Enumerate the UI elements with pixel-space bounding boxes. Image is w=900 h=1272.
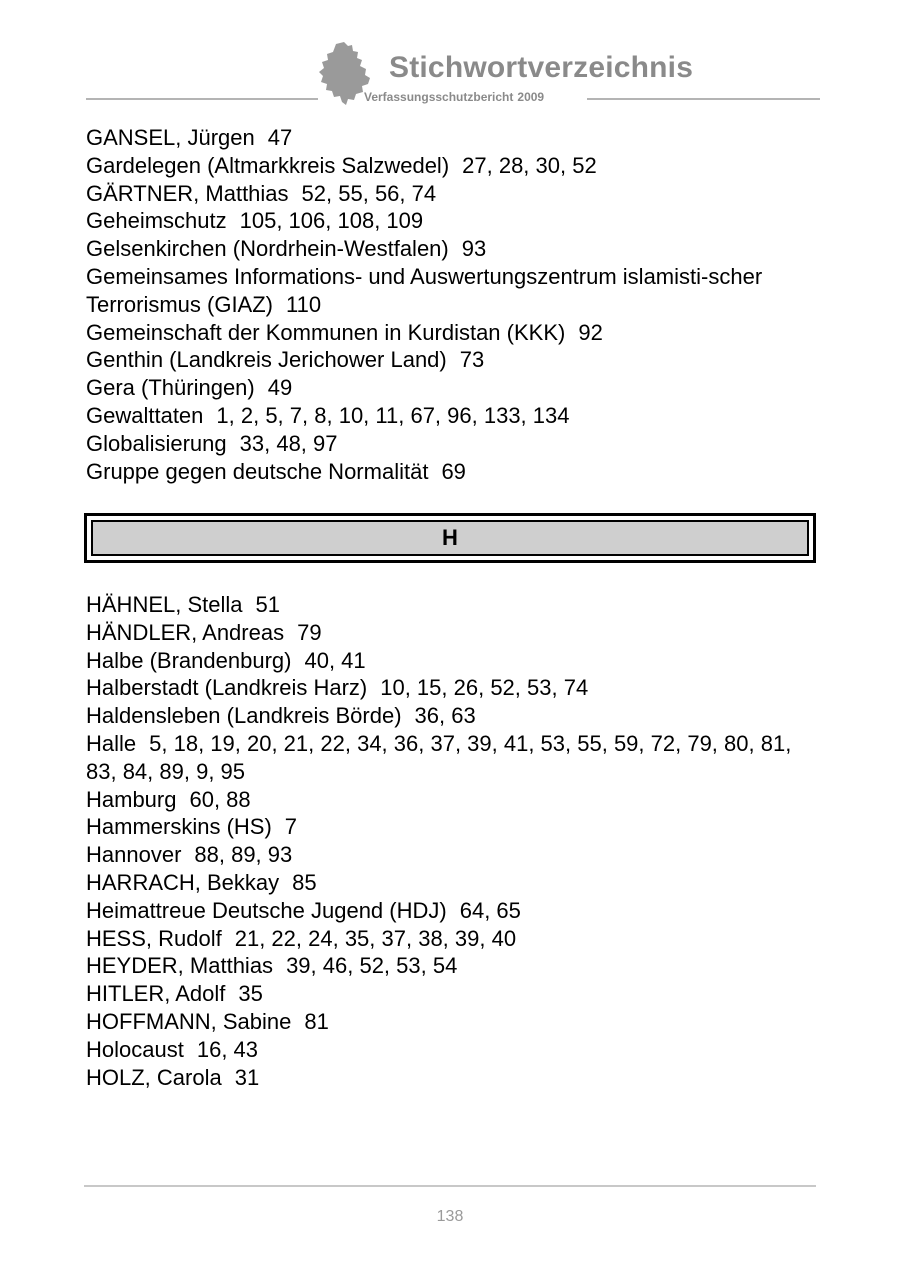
footer-rule — [84, 1185, 816, 1187]
index-entry — [86, 346, 816, 374]
entry-term: GANSEL, Jürgen — [86, 125, 255, 150]
entry-pages: 7 — [284, 814, 298, 840]
index-entry — [86, 430, 816, 458]
entry-term: Holocaust — [86, 1036, 184, 1062]
page-number: 138 — [436, 1208, 464, 1225]
entry-term: Globalisierung — [86, 430, 227, 456]
entry-pages: 79 — [297, 619, 322, 645]
index-entry — [86, 374, 816, 402]
index-entry — [86, 1036, 816, 1064]
index-entry — [86, 207, 816, 235]
index-entry — [86, 897, 816, 925]
entry-term: Geheimschutz — [86, 208, 227, 234]
index-entry — [86, 730, 816, 786]
entry-term: HITLER, Adolf — [86, 981, 226, 1007]
section-heading-h — [84, 513, 816, 563]
entry-term: Hammerskins (HS) — [86, 814, 272, 840]
entry-term: Gardelegen (Altmarkkreis Salzwedel) — [86, 152, 450, 178]
entry-term: Halberstadt (Landkreis Harz) — [86, 675, 368, 701]
entry-pages: 5, 18, 19, 20, 21, 22, 34, 36, 37, 39, 41, 53, 55, 59, 72, 79, 80, 81, 83, 84, 89, 9, 95 — [86, 730, 792, 784]
entry-pages: 39, 46, 52, 53, 54 — [286, 953, 458, 979]
entry-pages: 1, 2, 5, 7, 8, 10, 11, 67, 96, 133, 134 — [216, 402, 570, 428]
entry-term: HÄHNEL, Stella — [86, 592, 243, 617]
index-entry — [86, 402, 816, 430]
index-entry — [86, 647, 816, 675]
entry-pages: 35 — [238, 981, 263, 1007]
entry-pages: 92 — [578, 319, 603, 345]
entry-pages: 16, 43 — [196, 1036, 259, 1062]
index-entry — [86, 1008, 816, 1036]
entry-term: GÄRTNER, Matthias — [86, 180, 289, 206]
entry-term: Gelsenkirchen (Nordrhein-Westfalen) — [86, 236, 449, 262]
section-letter: H — [91, 520, 809, 556]
entry-term: Hamburg — [86, 786, 177, 812]
entry-pages: 47 — [267, 125, 293, 150]
index-section-h — [86, 591, 816, 1091]
index-entry — [86, 674, 816, 702]
entry-pages: 10, 15, 26, 52, 53, 74 — [380, 675, 589, 701]
index-entry — [86, 702, 816, 730]
entry-pages: 85 — [292, 869, 317, 895]
index-entry — [86, 591, 816, 619]
header-subtitle-text: Verfassungsschutzbericht — [364, 90, 514, 104]
header-rule-left — [86, 98, 318, 100]
entry-term: HARRACH, Bekkay — [86, 869, 280, 895]
entry-pages: 110 — [286, 291, 322, 317]
index-entry — [86, 319, 816, 347]
entry-pages: 27, 28, 30, 52 — [462, 152, 597, 178]
entry-pages: 81 — [304, 1008, 329, 1034]
entry-pages: 40, 41 — [304, 647, 366, 673]
entry-term: HOLZ, Carola — [86, 1064, 222, 1090]
entry-term: Halle — [86, 730, 137, 756]
index-entry — [86, 841, 816, 869]
entry-pages: 105, 106, 108, 109 — [239, 208, 424, 234]
index-entry — [86, 235, 816, 263]
entry-term: Gemeinschaft der Kommunen in Kurdistan (KKK) — [86, 319, 566, 345]
index-entry — [86, 925, 816, 953]
entry-pages: 49 — [267, 375, 293, 401]
entry-term: Gewalttaten — [86, 402, 204, 428]
index-entry — [86, 1064, 816, 1092]
header-subtitle — [364, 89, 548, 105]
header-rule-right — [587, 98, 820, 100]
entry-pages: 51 — [255, 592, 280, 617]
header-title: Stichwortverzeichnis — [389, 51, 694, 84]
entry-pages: 64, 65 — [459, 897, 521, 923]
index-entry — [86, 263, 816, 319]
entry-pages: 93 — [461, 236, 487, 262]
entry-term: Halbe (Brandenburg) — [86, 647, 292, 673]
entry-term: HEYDER, Matthias — [86, 953, 274, 979]
entry-term: Genthin (Landkreis Jerichower Land) — [86, 347, 447, 373]
entry-pages: 36, 63 — [414, 703, 476, 729]
header-year: 2009 — [517, 90, 545, 104]
index-entry — [86, 152, 816, 180]
entry-term: HESS, Rudolf — [86, 925, 222, 951]
entry-pages: 69 — [441, 458, 466, 484]
index-entry — [86, 180, 816, 208]
entry-term: HOFFMANN, Sabine — [86, 1008, 292, 1034]
index-entry — [86, 124, 816, 152]
entry-term: Gemeinsames Informations- und Auswertungszentrum islamisti-scher Terrorismus (GIAZ) — [86, 263, 763, 317]
index-entry — [86, 869, 816, 897]
entry-term: Heimattreue Deutsche Jugend (HDJ) — [86, 897, 447, 923]
index-entry — [86, 980, 816, 1008]
index-section-g — [86, 124, 816, 485]
entry-pages: 52, 55, 56, 74 — [301, 180, 437, 206]
index-entry — [86, 813, 816, 841]
index-entry — [86, 458, 816, 486]
entry-term: Haldensleben (Landkreis Börde) — [86, 703, 402, 729]
entry-pages: 60, 88 — [189, 786, 251, 812]
entry-term: Gruppe gegen deutsche Normalität — [86, 458, 429, 484]
entry-pages: 73 — [459, 347, 485, 373]
index-entry — [86, 786, 816, 814]
entry-term: Hannover — [86, 842, 182, 868]
entry-pages: 88, 89, 93 — [194, 842, 293, 868]
page-header — [0, 0, 900, 110]
index-entry — [86, 619, 816, 647]
entry-pages: 31 — [234, 1064, 260, 1090]
entry-pages: 21, 22, 24, 35, 37, 38, 39, 40 — [234, 925, 517, 951]
entry-term: Gera (Thüringen) — [86, 375, 255, 401]
index-entry — [86, 952, 816, 980]
entry-term: HÄNDLER, Andreas — [86, 619, 285, 645]
entry-pages: 33, 48, 97 — [239, 430, 338, 456]
